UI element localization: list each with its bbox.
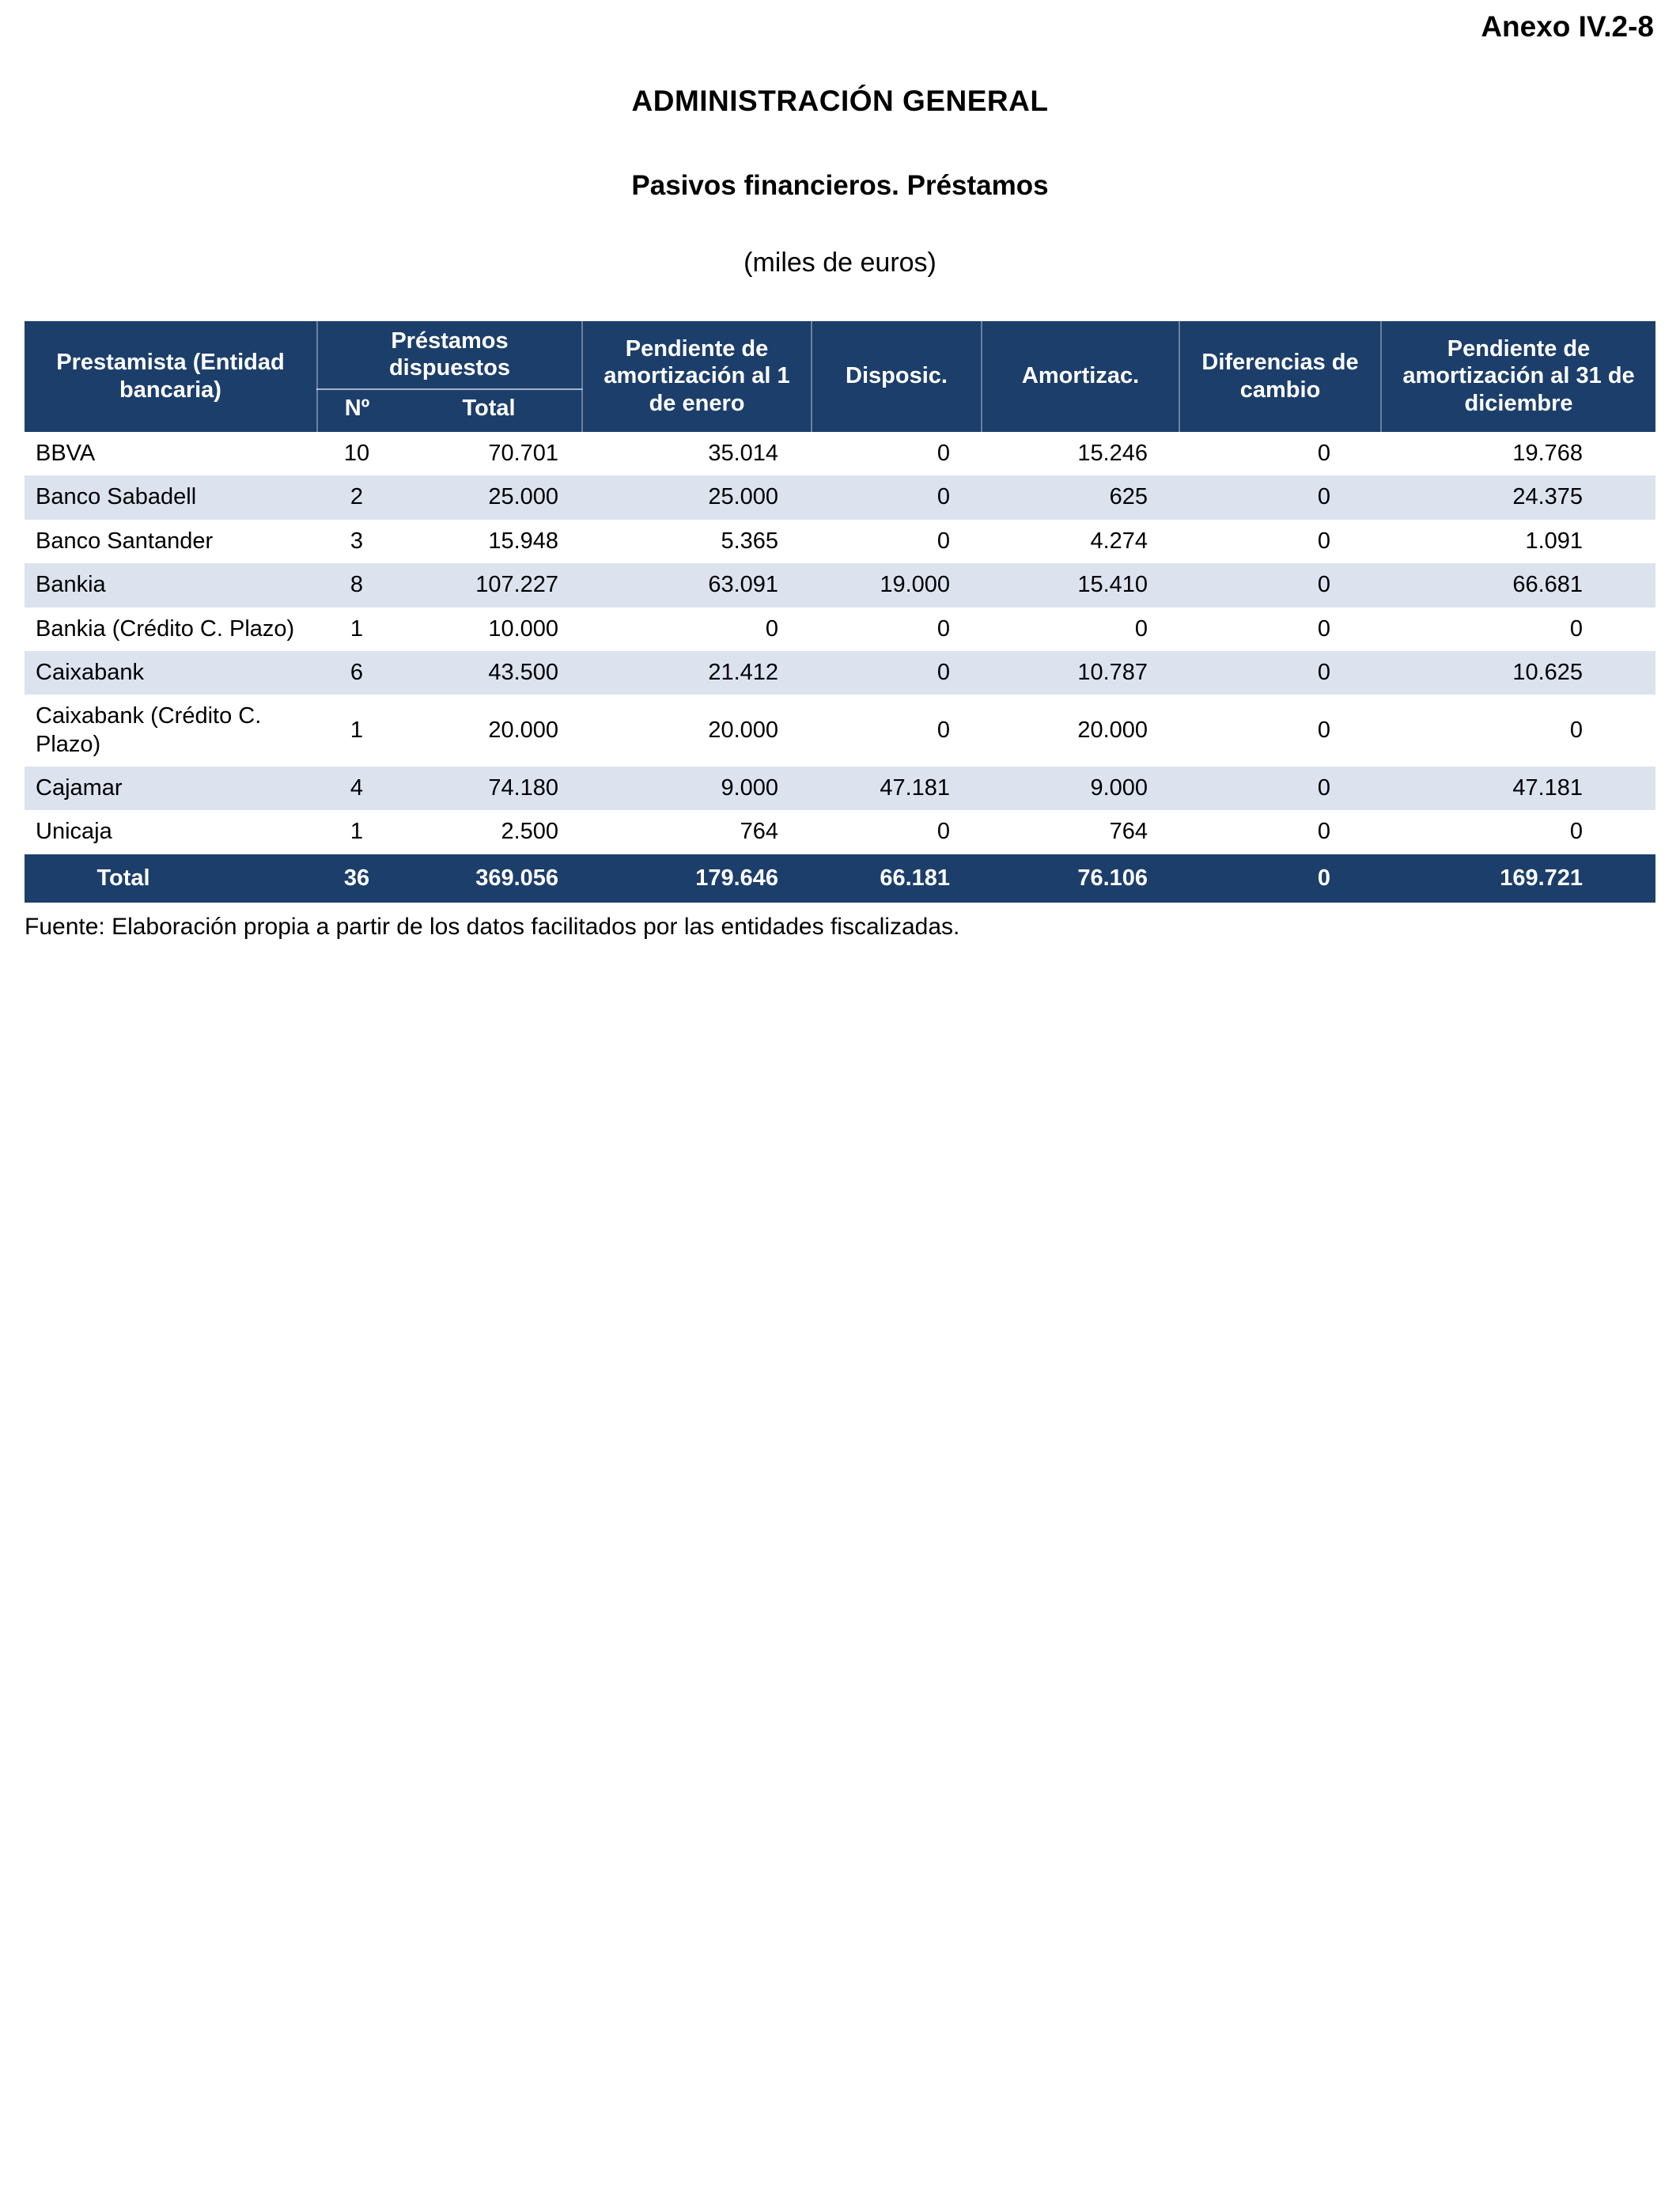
page-title: ADMINISTRACIÓN GENERAL	[631, 84, 1049, 117]
value-cell: 764	[582, 810, 812, 854]
total-value: 169.721	[1381, 854, 1655, 903]
total-value: 36	[317, 854, 396, 903]
value-cell: 21.412	[582, 651, 812, 695]
header-disposic: Disposic.	[812, 321, 982, 432]
value-cell: 0	[812, 695, 982, 767]
value-cell: 63.091	[582, 563, 812, 607]
total-value: 0	[1179, 854, 1381, 903]
header-prestamista: Prestamista (Entidad bancaria)	[25, 321, 317, 432]
value-cell: 74.180	[396, 767, 582, 810]
value-cell: 4	[317, 767, 396, 810]
value-cell: 0	[1381, 695, 1655, 767]
entity-cell: BBVA	[25, 432, 317, 475]
header-n: Nº	[317, 389, 396, 432]
value-cell: 625	[982, 475, 1179, 519]
value-cell: 15.246	[982, 432, 1179, 475]
header-row-1	[25, 321, 1655, 390]
value-cell: 5.365	[582, 520, 812, 563]
table-row	[25, 563, 1655, 607]
value-cell: 0	[1179, 432, 1381, 475]
value-cell: 0	[1179, 810, 1381, 854]
value-cell: 20.000	[582, 695, 812, 767]
value-cell: 20.000	[396, 695, 582, 767]
units-label: (miles de euros)	[744, 247, 936, 278]
value-cell: 0	[812, 810, 982, 854]
value-cell: 0	[1381, 810, 1655, 854]
value-cell: 0	[1179, 695, 1381, 767]
value-cell: 0	[1179, 767, 1381, 810]
value-cell: 2.500	[396, 810, 582, 854]
total-value: 369.056	[396, 854, 582, 903]
value-cell: 4.274	[982, 520, 1179, 563]
value-cell: 0	[582, 608, 812, 651]
header-total: Total	[396, 389, 582, 432]
value-cell: 764	[982, 810, 1179, 854]
value-cell: 19.000	[812, 563, 982, 607]
value-cell: 9.000	[582, 767, 812, 810]
value-cell: 8	[317, 563, 396, 607]
value-cell: 0	[812, 651, 982, 695]
table-row	[25, 608, 1655, 651]
page-content	[0, 11, 1680, 941]
header-prestamos-dispuestos: Préstamos dispuestos	[317, 321, 582, 390]
value-cell: 19.768	[1381, 432, 1655, 475]
loans-table	[25, 321, 1655, 903]
value-cell: 24.375	[1381, 475, 1655, 519]
entity-cell: Banco Santander	[25, 520, 317, 563]
value-cell: 35.014	[582, 432, 812, 475]
value-cell: 107.227	[396, 563, 582, 607]
value-cell: 9.000	[982, 767, 1179, 810]
table-row	[25, 651, 1655, 695]
table-footer	[25, 854, 1655, 903]
value-cell: 1.091	[1381, 520, 1655, 563]
table-header	[25, 321, 1655, 432]
table-body	[25, 432, 1655, 854]
header-amortizac: Amortizac.	[982, 321, 1179, 432]
total-value: 66.181	[812, 854, 982, 903]
source-note: Fuente: Elaboración propia a partir de los datos facilitados por las entidades fiscalizadas.	[25, 913, 960, 940]
value-cell: 0	[812, 520, 982, 563]
value-cell: 10.787	[982, 651, 1179, 695]
value-cell: 70.701	[396, 432, 582, 475]
value-cell: 1	[317, 810, 396, 854]
total-label: Total	[25, 854, 317, 903]
table-row	[25, 475, 1655, 519]
value-cell: 20.000	[982, 695, 1179, 767]
value-cell: 25.000	[396, 475, 582, 519]
table-row	[25, 432, 1655, 475]
value-cell: 0	[1179, 520, 1381, 563]
value-cell: 10.625	[1381, 651, 1655, 695]
header-pendiente-diciembre: Pendiente de amortización al 31 de diciembre	[1381, 321, 1655, 432]
value-cell: 2	[317, 475, 396, 519]
value-cell: 43.500	[396, 651, 582, 695]
table-row	[25, 695, 1655, 767]
table-row	[25, 520, 1655, 563]
value-cell: 47.181	[812, 767, 982, 810]
header-pendiente-enero: Pendiente de amortización al 1 de enero	[582, 321, 812, 432]
value-cell: 6	[317, 651, 396, 695]
total-value: 76.106	[982, 854, 1179, 903]
entity-cell: Cajamar	[25, 767, 317, 810]
value-cell: 1	[317, 608, 396, 651]
table-row	[25, 810, 1655, 854]
annex-label: Anexo IV.2-8	[1481, 10, 1654, 43]
value-cell: 1	[317, 695, 396, 767]
table-row	[25, 767, 1655, 810]
value-cell: 47.181	[1381, 767, 1655, 810]
entity-cell: Caixabank (Crédito C. Plazo)	[25, 695, 317, 767]
entity-cell: Caixabank	[25, 651, 317, 695]
value-cell: 3	[317, 520, 396, 563]
value-cell: 0	[1381, 608, 1655, 651]
value-cell: 25.000	[582, 475, 812, 519]
value-cell: 15.410	[982, 563, 1179, 607]
entity-cell: Bankia (Crédito C. Plazo)	[25, 608, 317, 651]
value-cell: 0	[1179, 651, 1381, 695]
value-cell: 0	[982, 608, 1179, 651]
total-value: 179.646	[582, 854, 812, 903]
total-row	[25, 854, 1655, 903]
value-cell: 0	[1179, 608, 1381, 651]
page-subtitle: Pasivos financieros. Préstamos	[631, 169, 1049, 201]
value-cell: 0	[812, 475, 982, 519]
entity-cell: Banco Sabadell	[25, 475, 317, 519]
value-cell: 10	[317, 432, 396, 475]
entity-cell: Bankia	[25, 563, 317, 607]
value-cell: 0	[812, 608, 982, 651]
value-cell: 66.681	[1381, 563, 1655, 607]
value-cell: 15.948	[396, 520, 582, 563]
value-cell: 0	[812, 432, 982, 475]
value-cell: 10.000	[396, 608, 582, 651]
value-cell: 0	[1179, 563, 1381, 607]
entity-cell: Unicaja	[25, 810, 317, 854]
value-cell: 0	[1179, 475, 1381, 519]
header-diferencias-cambio: Diferencias de cambio	[1179, 321, 1381, 432]
